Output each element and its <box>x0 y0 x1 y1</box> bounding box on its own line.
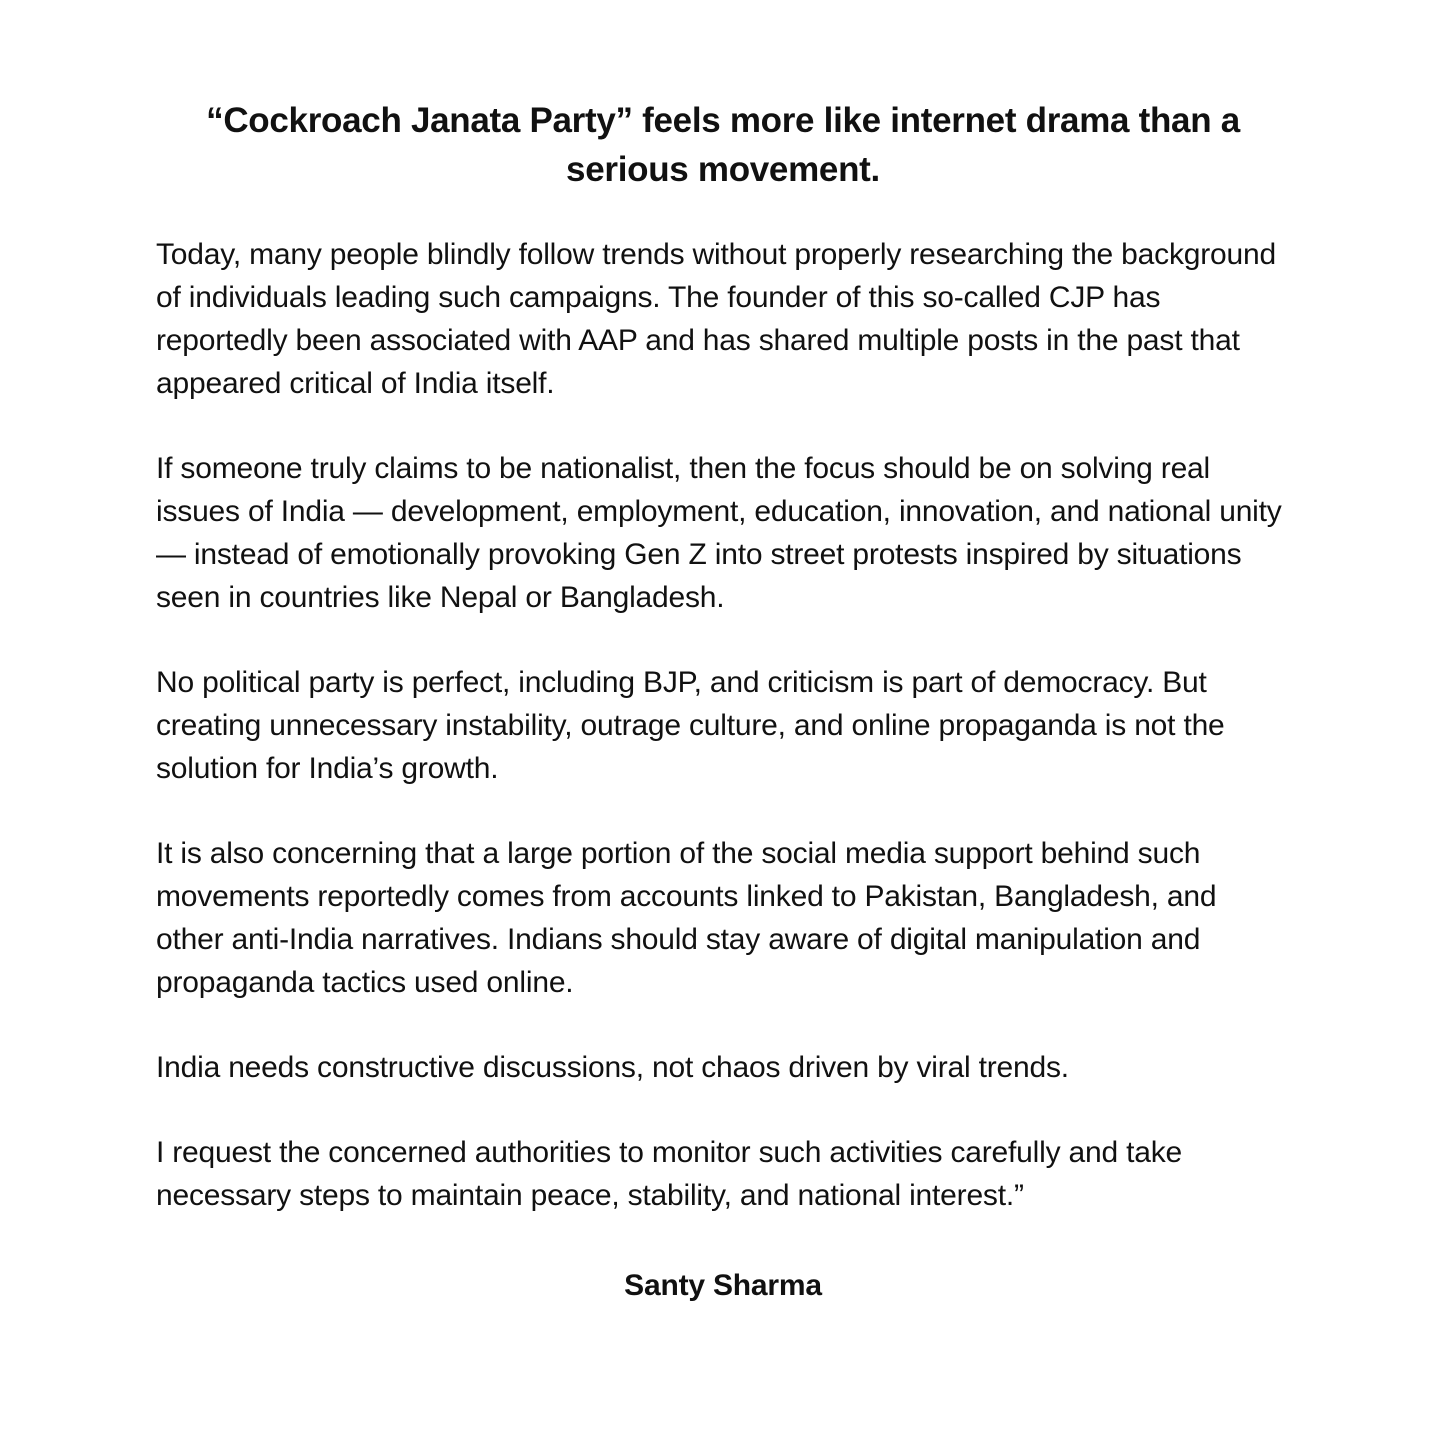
paragraph-5: India needs constructive discussions, not chaos driven by viral trends. <box>156 1051 1069 1084</box>
paragraph-1: Today, many people blindly follow trends without properly researching the background of individuals leading such campaigns. The founder of this so-called CJP has reportedly been associated with AAP and has shared multiple posts in the past that appeared critical of India itself. <box>156 238 1276 400</box>
paragraph-3: No political party is perfect, including BJP, and criticism is part of democracy. But creating unnecessary instability, outrage culture, and online propaganda is not the solution for India’s growth. <box>156 666 1225 785</box>
statement-document <box>156 96 1290 1307</box>
statement-body <box>156 233 1290 1217</box>
paragraph-6: I request the concerned authorities to monitor such activities carefully and take necessary steps to maintain peace, stability, and national interest.” <box>156 1136 1183 1212</box>
author-signature: Santy Sharma <box>624 1269 822 1302</box>
paragraph-4: It is also concerning that a large portion of the social media support behind such movements reportedly comes from accounts linked to Pakistan, Bangladesh, and other anti-India narratives. Indians should stay aware of digital manipulation and propaganda tactics used online. <box>156 837 1217 999</box>
headline: “Cockroach Janata Party” feels more like internet drama than a serious movement. <box>206 101 1240 189</box>
paragraph-2: If someone truly claims to be nationalist, then the focus should be on solving real issues of India — development, employment, education, innovation, and national unity — instead of emotionally provoking Gen Z into street protests inspired by situations seen in countries like Nepal or Bangladesh. <box>156 452 1282 614</box>
